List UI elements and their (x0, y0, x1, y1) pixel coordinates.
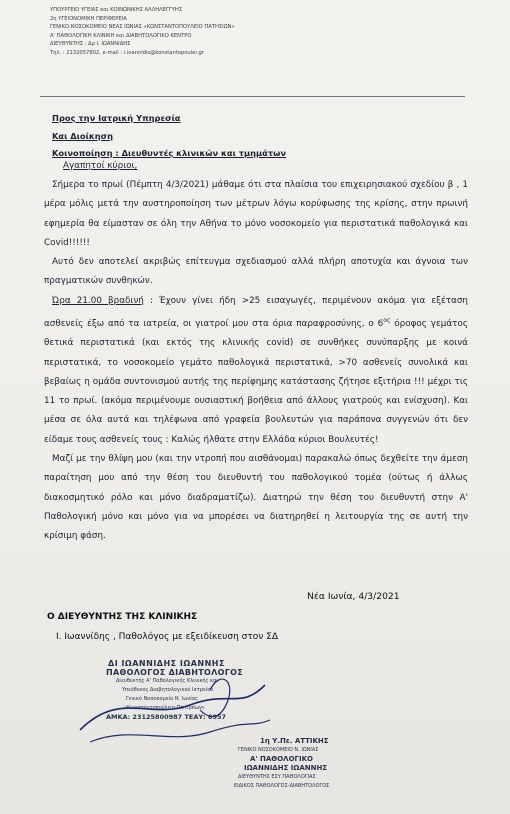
letterhead-director: ΔΙΕΥΘΥΝΤΗΣ : Δρ Ι. ΙΩΑΝΝΙΔΗΣ (50, 41, 131, 48)
paragraph-1: Σήμερα το πρωί (Πέμπτη 4/3/2021) μάθαμε ότι στα πλαίσια του επιχειρησιακού σχεδίου β , 1 μέρα μόλις μετά την αυστηροποίηση των μέτρων λόγω κορύφωσης της κρίσης, στην πρωινή εφημερία θα είμασταν σε όλη την Αθήνα το μόνο νοσοκομείο για περιστατικά παθολογικά και Covid!!!!!! (44, 180, 468, 248)
addressee-line-2: Και Διοίκηση (52, 131, 114, 141)
director-title: Ο ΔΙΕΥΘΥΝΤΗΣ ΤΗΣ ΚΛΙΝΙΚΗΣ (47, 612, 198, 622)
letter-body (44, 176, 468, 547)
greeting: Αγαπητοί κύριοι, (63, 161, 138, 171)
cc-line: Κοινοποίηση : Διευθυντές κλινικών και τμημάτων (52, 148, 287, 158)
signer-name: Ι. Ιωαννίδης , Παθολόγος με εξειδίκευση στον ΣΔ (56, 632, 278, 642)
paragraph-3: Ώρα 21.00 βραδινή : Έχουν γίνει ήδη >25 εισαγωγές, περιμένουν ακόμα για εξέταση ασθενείς έξω από τα ιατρεία, οι γιατροί μου στα όρια παραφροσύνης, ο $6^{o\varsigma}$ όροφος γεμάτος θετικά περιστατικά (και εκτός της κλινικής covid) σε συνθήκες συνύπαρξης με κοινά περιστατικά, το νοσοκομείο γεμάτο παθολογικά περιστατικά, >70 ασθενείς συνολικά και βεβαίως η ομάδα συντονισμού αυτής της περίφημης κατάστασης ζήτησε εξιτήρια !!! μέχρι τις 11 το πρωί. (ακόμα περιμένουμε ουσιαστική βοήθεια από άλλους γιατρούς και ενίσχυση). Και μέσα σε όλα αυτά και τηλέφωνα από γραφεία βουλευτών για παράπονα συγγενών ότι δεν είδαμε τους ασθενείς τους : Καλώς ήλθατε στην Ελλάδα κύριοι Βουλευτές! (44, 295, 468, 445)
letterhead-ministry: ΥΠΟΥΡΓΕΙΟ ΥΓΕΙΑΣ και ΚΟΙΝΩΝΙΚΗΣ ΑΛΛΗΛΕΓΓΥΗΣ (50, 7, 183, 13)
place-date: Νέα Ιωνία, 4/3/2021 (307, 591, 400, 602)
header-divider (40, 96, 465, 97)
letterhead-hospital: ΓΕΝΙΚΟ ΝΟΣΟΚΟΜΕΙΟ ΝΕΑΣ ΙΩΝΙΑΣ «ΚΩΝΣΤΑΝΤΟΠΟΥΛΕΙΟ ΠΑΤΗΣΙΩΝ» (50, 24, 235, 31)
letterhead-contact: Τηλ. : 2132057802, e-mail : i.ioannidis@konstantopoulei.gr (50, 49, 204, 56)
hospital-stamp: 1η Υ.Πε. ΑΤΤΙΚΗΣ ΓΕΝΙΚΟ ΝΟΣΟΚΟΜΕΙΟ Ν. ΙΩΝΙΑΣ Α' ΠΑΘΟΛΟΓΙΚΟ ΙΩΑΝΝΙΔΗΣ ΙΩΑΝΝΗΣ ΔΙΕΥΘΥΝΤΗΣ ΕΣΥ ΠΑΘΟΛΟΓΙΑΣ ΕΙΔΙΚΟΣ ΠΑΘΟΛΟΓΟΣ-ΔΙΑΒΗΤΟΛΟΓΟΣ (234, 737, 330, 789)
time-note: Ώρα 21.00 βραδινή (52, 295, 144, 306)
letterhead (50, 6, 470, 58)
addressee-line-1: Προς την Ιατρική Υπηρεσία (52, 113, 181, 123)
paragraph-2: Αυτό δεν αποτελεί ακριβώς επίτευγμα σχεδιασμού αλλά πλήρη αποτυχία και άγνοια των πραγματικών συνθηκών. (44, 257, 468, 287)
letterhead-clinic: Α' ΠΑΘΟΛΟΓΙΚΗ ΚΛΙΝΙΚΗ και ΔΙΑΒΗΤΟΛΟΓΙΚΟ ΚΕΝΤΡΟ (50, 32, 192, 39)
paragraph-4: Μαζί με την θλίψη μου (και την ντροπή που αισθάνομαι) παρακαλώ όπως δεχθείτε την άμεση παραίτηση μου από την θέση του διευθυντή του παθολογικού τομέα (ούτως ή άλλως διακοσμητικό ρόλο και μόνο διαδραματίζω). Διατηρώ την θέση του διευθυντή στην Α' Παθολογική μόνο και μόνο για να μπορέσει να διατηρηθεί η λειτουργία της σε αυτή την κρίσιμη φάση. (44, 454, 468, 542)
doctor-stamp: ΔΙ ΙΩΑΝΝΙΔΗΣ ΙΩΑΝΝΗΣ ΠΑΘΟΛΟΓΟΣ ΔΙΑΒΗΤΟΛΟΓΟΣ Διευθυντής Α' Παθολογικής Κλινικής και Υπεύθυνος Διαβητολογικού Ιατρείου Γενικό Νοσοκομείο Ν. Ιωνίας «Κωνσταντοπούλειο-Πατησίων» ΑΜΚΑ: 23125800987 ΤΕΑΥ: 6957 (106, 659, 243, 721)
letterhead-region: 2η ΥΓΕΙΟΝΟΜΙΚΗ ΠΕΡΙΦΕΡΕΙΑ (50, 15, 127, 22)
